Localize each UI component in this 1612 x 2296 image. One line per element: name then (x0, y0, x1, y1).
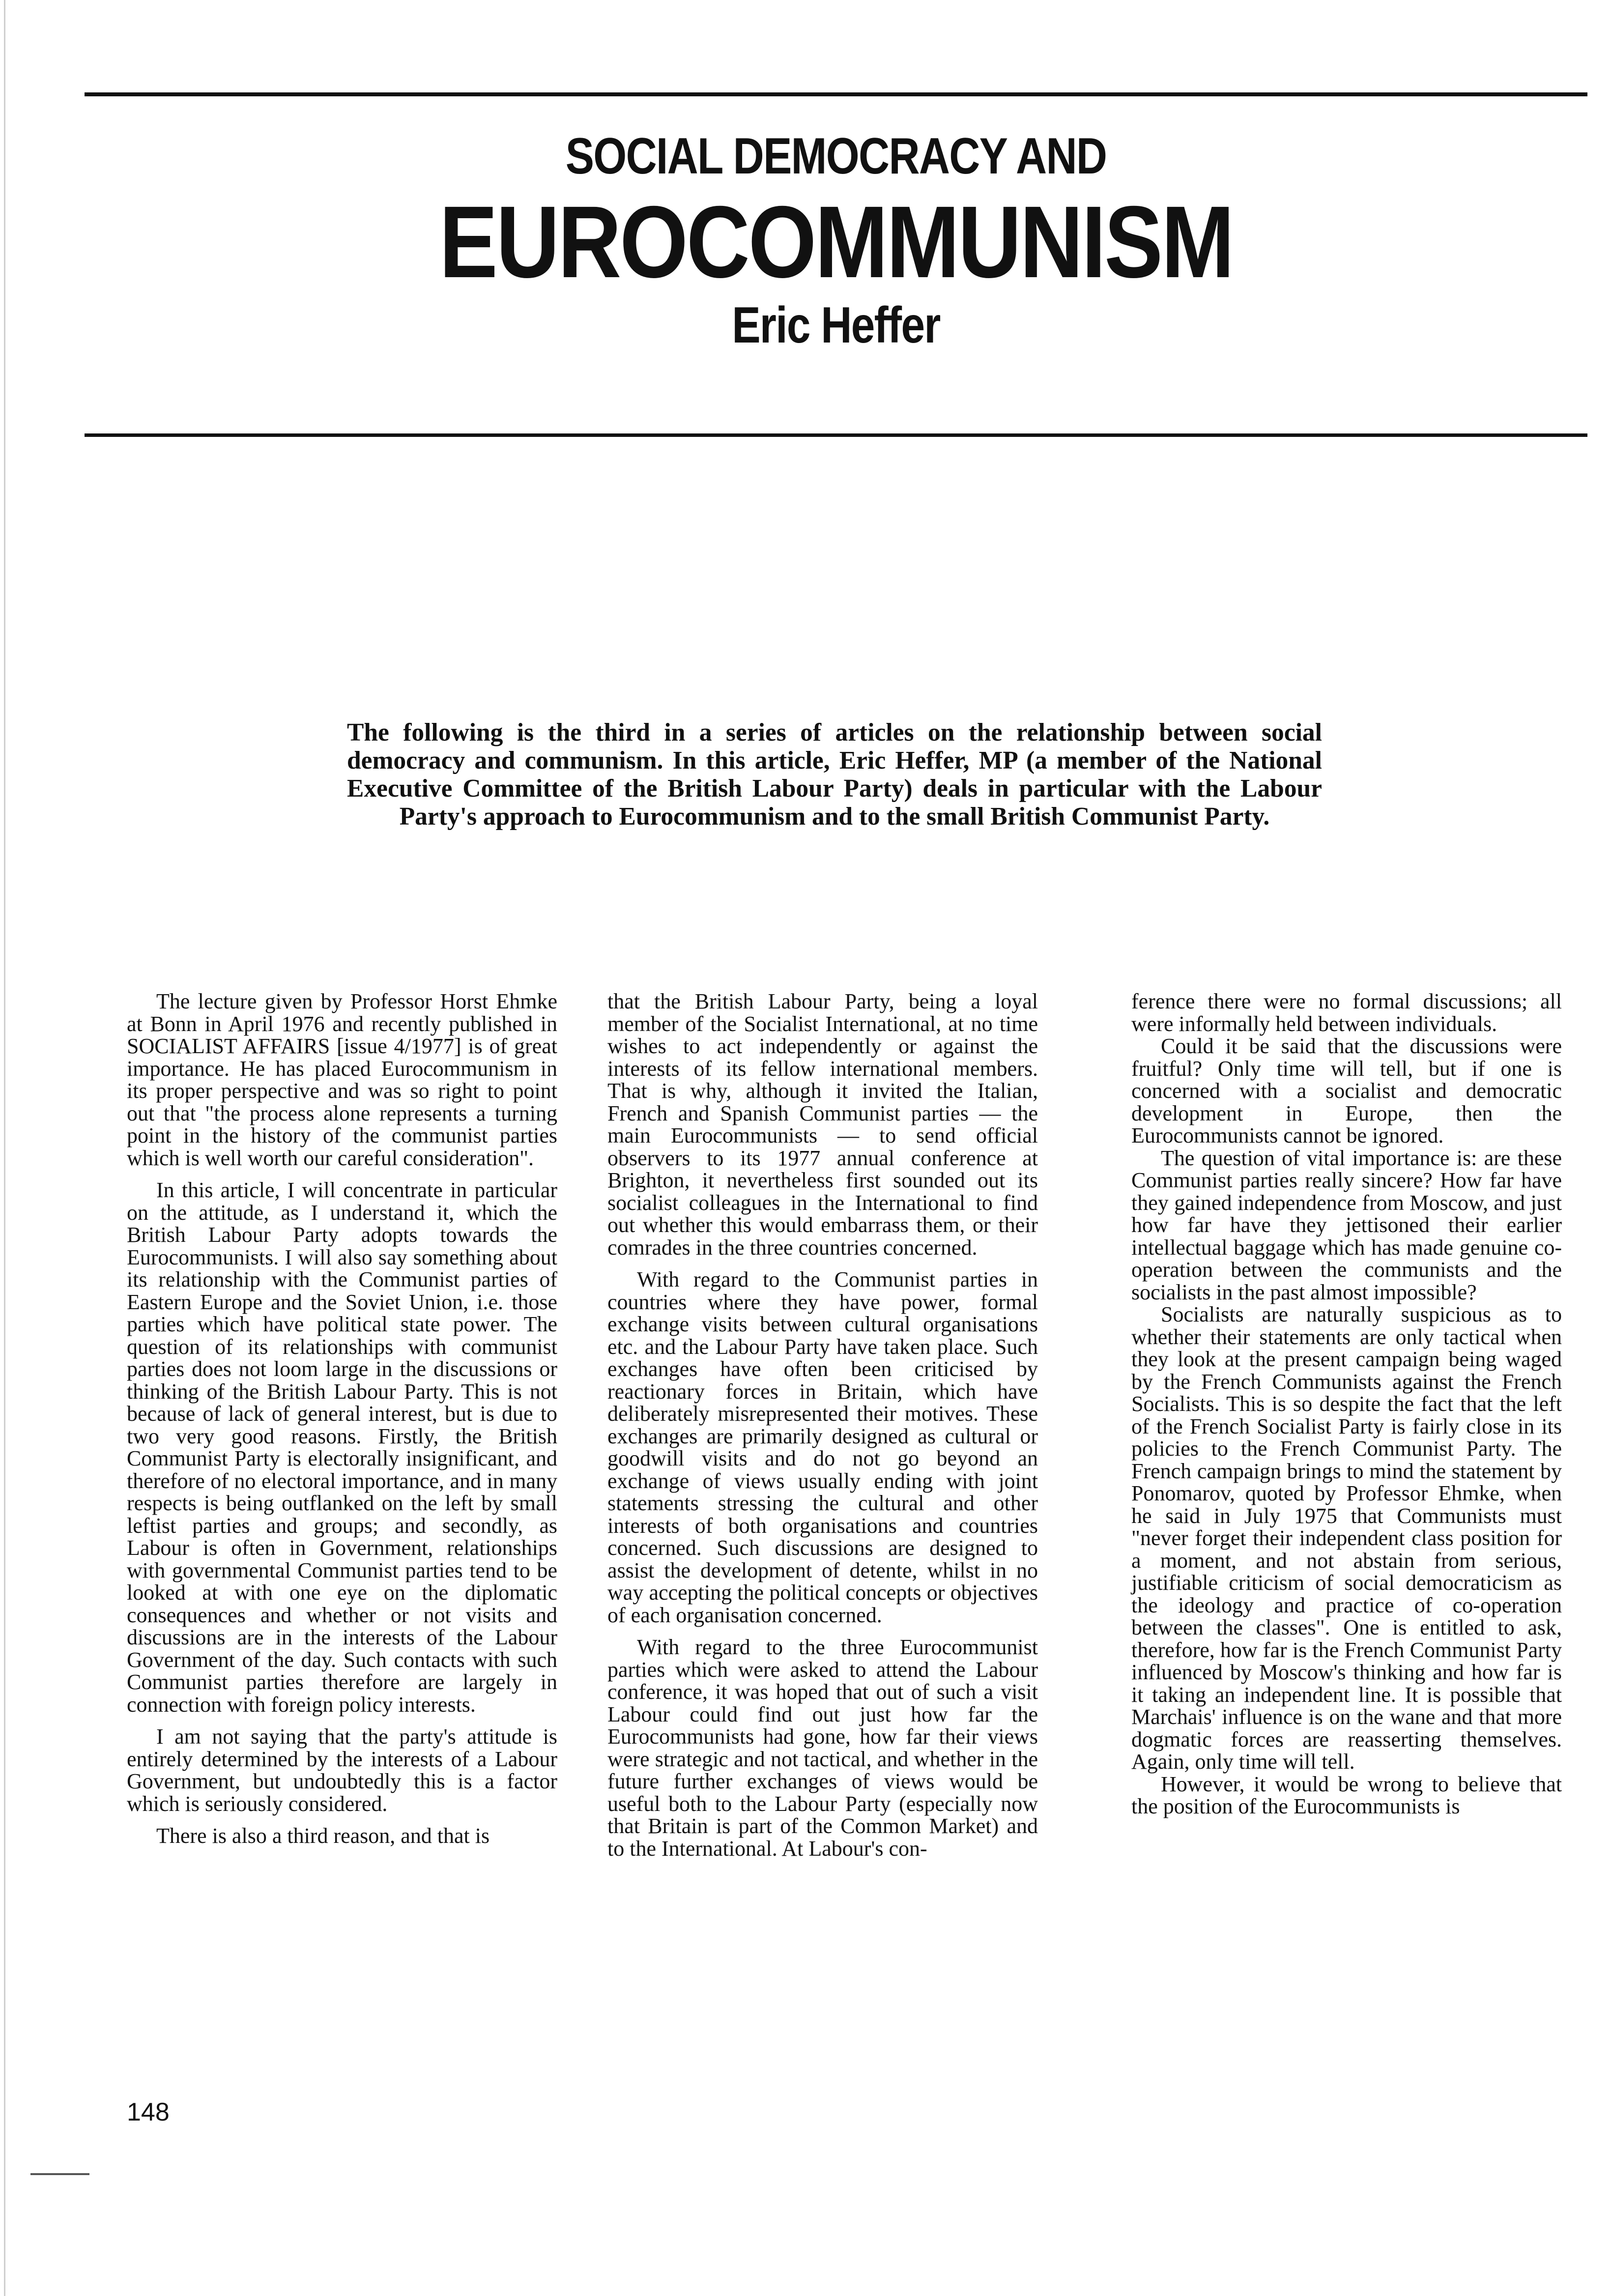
paragraph: Socialists are naturally suspicious as to whether their statements are only tactical when they look at the present campaign being waged by the French Communists against the French Socialists. This is so despite the fact that the left of the French Socialist Party is fairly close in its policies to the French Communist Party. The French campaign brings to mind the statement by Ponomarov, quoted by Professor Ehmke, when he said in July 1975 that Communists must "never forget their independent class position for a moment, and not abstain from serious, justifiable criticism of social democraticism as the ideology and practice of co-operation between the classes". One is entitled to ask, therefore, how far is the French Communist Party influenced by Moscow's thinking and how far is it taking an independent line. It is possible that Marchais' influence is on the wane and that more dogmatic forces are reasserting themselves. Again, only time will tell. (1131, 1302, 1562, 1774)
body-column-3 (1131, 990, 1562, 1818)
paragraph: In this article, I will concentrate in particular on the attitude, as I understand it, which the British Labour Party adopts towards the Eurocommunists. I will also say something about its relationship with the Communist parties of Eastern Europe and the Soviet Union, i.e. those parties which have political state power. The question of its relationships with communist parties does not loom large in the discussions or thinking of the British Labour Party. This is not because of lack of general interest, but is due to two very good reasons. Firstly, the British Communist Party is electorally insignificant, and therefore of no electoral importance, and in many respects is being outflanked on the left by small leftist parties and groups; and secondly, as Labour is often in Government, relationships with governmental Communist parties tend to be looked at with one eye on the diplomatic consequences and whether or not visits and discussions are in the interests of the Labour Government of the day. Such contacts with such Communist parties therefore are largely in connection with foreign policy interests. (127, 1178, 557, 1717)
top-rule (85, 92, 1587, 96)
paragraph: With regard to the Communist parties in countries where they have power, formal exchange visits between cultural organisations etc. and the Labour Party have taken place. Such exchanges have often been criticised by reactionary forces in Britain, which have deliberately misrepresented their motives. These exchanges are primarily designed as cultural or goodwill visits and do not go beyond an exchange of views usually ending with joint statements stressing the cultural and other interests of both organisations and countries concerned. Such discussions are designed to assist the development of detente, whilst in no way accepting the political concepts or objectives of each organisation concerned. (607, 1267, 1038, 1627)
paragraph: The lecture given by Professor Horst Ehmke at Bonn in April 1976 and recently published in SOCIALIST AFFAIRS [issue 4/1977] is of great importance. He has placed Eurocommunism in its proper perspective and was so right to point out that "the process alone represents a turning point in the history of the communist parties which is well worth our careful consideration". (127, 989, 557, 1170)
article-kicker: SOCIAL DEMOCRACY AND (565, 128, 1107, 185)
paragraph: There is also a third reason, and that is (156, 1824, 490, 1848)
paragraph: I am not saying that the party's attitude is entirely determined by the interests of a Labour Government, but undoubtedly this is a factor which is seriously considered. (127, 1724, 557, 1816)
article-headline: EUROCOMMUNISM (439, 185, 1233, 299)
paragraph: However, it would be wrong to believe that the position of the Eurocommunists is (1131, 1772, 1562, 1818)
title-bottom-rule (85, 433, 1587, 437)
page-number: 148 (127, 2098, 170, 2126)
standfirst: The following is the third in a series of articles on the relationship between social democracy and communism. In this article, Eric Heffer, MP (a member of the National Executive Committee of the British Labour Party) deals in particular with the Labour Party's approach to Eurocommunism and to the small British Communist Party. (347, 718, 1322, 831)
paragraph: The question of vital importance is: are these Communist parties really sincere? How far have they gained independence from Moscow, and just how far have they jettisoned their earlier intellectual baggage which has made genuine co-operation between the communists and the socialists in the past almost impossible? (1131, 1146, 1562, 1304)
author-byline: Eric Heffer (732, 297, 940, 354)
footer-mark (30, 2173, 89, 2175)
paragraph: Could it be said that the discussions were fruitful? Only time will tell, but if one is concerned with a socialist and democratic development in Europe, then the Eurocommunists cannot be ignored. (1131, 1034, 1562, 1148)
body-column-1 (127, 990, 557, 1847)
paragraph: that the British Labour Party, being a loyal member of the Socialist International, at no time wishes to act independently or against the interests of its fellow international members. That is why, although it invited the Italian, French and Spanish Communist parties — the main Eurocommunists — to send official observers to its 1977 annual conference at Brighton, it nevertheless first sounded out its socialist colleagues in the International to find out whether this would embarrass them, or their comrades in the three countries concerned. (607, 989, 1038, 1260)
paragraph: ference there were no formal discussions; all were informally held between individuals. (1131, 989, 1562, 1036)
page-edge (4, 0, 5, 2296)
paragraph: With regard to the three Eurocommunist parties which were asked to attend the Labour conference, it was hoped that out of such a visit Labour could find out just how far the Eurocommunists had gone, how far their views were strategic and not tactical, and whether in the future further exchanges of views would be useful both to the Labour Party (especially now that Britain is part of the Common Market) and to the International. At Labour's con- (607, 1635, 1038, 1861)
title-block (85, 127, 1587, 355)
body-column-2 (607, 990, 1038, 1860)
